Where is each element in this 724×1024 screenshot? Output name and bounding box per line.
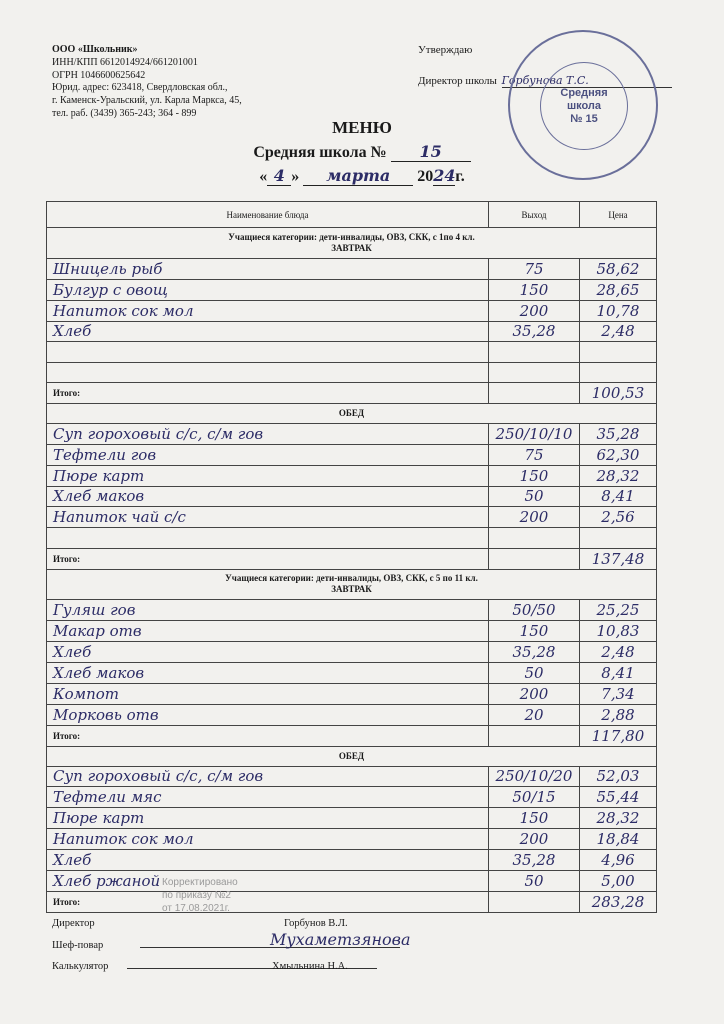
dish-price: 18,84 — [580, 829, 657, 850]
org-name: ООО «Школьник» — [52, 44, 138, 55]
total-label: Итого: — [47, 548, 489, 569]
table-row — [47, 808, 657, 829]
dish-name: Хлеб — [47, 642, 489, 663]
table-row — [47, 486, 657, 507]
total-output-cell — [489, 891, 580, 912]
dish-output: 200 — [489, 684, 580, 705]
table-row — [47, 300, 657, 321]
dish-name: Суп гороховый с/с, с/м гов — [47, 766, 489, 787]
dish-price: 8,41 — [580, 663, 657, 684]
dish-price: 2,88 — [580, 704, 657, 725]
dish-output: 150 — [489, 279, 580, 300]
school-prefix: Средняя школа № — [253, 144, 387, 161]
dish-output: 200 — [489, 829, 580, 850]
footer-calc-name: Хмыльнина Н.А. — [272, 961, 348, 972]
org-inn: ИНН/КПП 6612014924/661201001 — [52, 56, 198, 68]
dish-price: 25,25 — [580, 600, 657, 621]
table-row — [47, 621, 657, 642]
table-row — [47, 507, 657, 528]
dish-output: 75 — [489, 444, 580, 465]
category-text: Учащиеся категории: дети-инвалиды, ОВЗ, СКК, с 1по 4 кл. — [228, 231, 475, 242]
table-row — [47, 423, 657, 444]
org-ogrn: ОГРН 1046600625642 — [52, 69, 146, 81]
footer-director-name: Горбунов В.Л. — [284, 918, 348, 929]
correction-stamp — [162, 876, 238, 915]
total-output-cell — [489, 383, 580, 404]
organization-block — [52, 44, 242, 121]
dish-name: Макар отв — [47, 621, 489, 642]
dish-name: Морковь отв — [47, 704, 489, 725]
dish-output: 150 — [489, 465, 580, 486]
school-title — [0, 142, 724, 162]
meal-label: ЗАВТРАК — [331, 242, 372, 253]
dish-name: Тефтели гов — [47, 444, 489, 465]
total-row — [47, 383, 657, 404]
category-label — [47, 228, 657, 259]
meal-label: ЗАВТРАК — [331, 584, 372, 595]
footer-chef-label: Шеф-повар — [52, 940, 104, 951]
table-row — [47, 704, 657, 725]
empty-cell — [47, 342, 489, 362]
menu-date — [0, 166, 724, 186]
table-row — [47, 787, 657, 808]
dish-output: 200 — [489, 300, 580, 321]
footer-director — [52, 918, 95, 929]
table-row — [47, 321, 657, 342]
director-signature: Горбунова Т.С. — [501, 74, 589, 87]
dish-price: 62,30 — [580, 444, 657, 465]
table-row — [47, 465, 657, 486]
stamp-line-2: школа — [566, 99, 602, 112]
org-phone: тел. раб. (3439) 365-243; 364 - 899 — [52, 107, 197, 119]
dish-output: 50 — [489, 663, 580, 684]
total-price: 117,80 — [580, 725, 657, 746]
total-output-cell — [489, 725, 580, 746]
dish-price: 2,48 — [580, 642, 657, 663]
org-address-1: Юрид. адрес: 623418, Свердловская обл., — [52, 82, 228, 94]
table-row — [47, 663, 657, 684]
stamp-line-3: № 15 — [570, 112, 598, 125]
table-header-row — [47, 202, 657, 228]
correction-line-1: Корректировано — [162, 877, 238, 888]
table-row — [47, 258, 657, 279]
director-school-label: Директор школы — [418, 75, 497, 87]
dish-output: 35,28 — [489, 642, 580, 663]
dish-name: Хлеб маков — [47, 663, 489, 684]
dish-output: 250/10/10 — [489, 423, 580, 444]
dish-price: 5,00 — [580, 871, 657, 892]
date-year-end: г. — [455, 168, 465, 185]
meal-row — [47, 404, 657, 424]
dish-output: 35,28 — [489, 850, 580, 871]
dish-output: 50 — [489, 486, 580, 507]
school-number: 15 — [391, 142, 471, 162]
dish-price: 2,56 — [580, 507, 657, 528]
dish-price: 58,62 — [580, 258, 657, 279]
menu-table-body — [47, 228, 657, 913]
table-row — [47, 444, 657, 465]
date-day: 4 — [267, 166, 291, 186]
empty-row — [47, 342, 657, 362]
category-row — [47, 569, 657, 600]
empty-cell — [580, 528, 657, 548]
dish-price: 52,03 — [580, 766, 657, 787]
table-row — [47, 871, 657, 892]
meal-label: ОБЕД — [47, 746, 657, 766]
total-output-cell — [489, 548, 580, 569]
dish-name: Тефтели мяс — [47, 787, 489, 808]
dish-name: Пюре карт — [47, 808, 489, 829]
dish-output: 250/10/20 — [489, 766, 580, 787]
table-row — [47, 600, 657, 621]
date-quote-open: « — [259, 168, 268, 185]
footer-chef-name: Мухаметзянова — [270, 930, 411, 949]
dish-price: 4,96 — [580, 850, 657, 871]
empty-cell — [489, 528, 580, 548]
dish-name: Хлеб маков — [47, 486, 489, 507]
footer-calc-label: Калькулятор — [52, 961, 109, 972]
category-label — [47, 569, 657, 600]
empty-row — [47, 362, 657, 382]
dish-price: 8,41 — [580, 486, 657, 507]
dish-output: 50/15 — [489, 787, 580, 808]
dish-price: 35,28 — [580, 423, 657, 444]
empty-row — [47, 528, 657, 548]
col-header-output: Выход — [489, 202, 580, 228]
date-quote-close: » — [291, 168, 300, 185]
dish-price: 28,32 — [580, 808, 657, 829]
correction-line-3: от 17.08.2021г. — [162, 903, 230, 914]
dish-name: Пюре карт — [47, 465, 489, 486]
dish-price: 28,65 — [580, 279, 657, 300]
total-price: 100,53 — [580, 383, 657, 404]
col-header-price: Цена — [580, 202, 657, 228]
total-label: Итого: — [47, 891, 489, 912]
approve-label: Утверждаю — [418, 44, 473, 56]
dish-output: 75 — [489, 258, 580, 279]
menu-title: МЕНЮ — [332, 118, 392, 137]
total-row — [47, 725, 657, 746]
total-price: 283,28 — [580, 891, 657, 912]
empty-cell — [489, 362, 580, 382]
total-row — [47, 891, 657, 912]
org-address-2: г. Каменск-Уральский, ул. Карла Маркса, 45, — [52, 95, 242, 107]
dish-name: Напиток сок мол — [47, 829, 489, 850]
table-row — [47, 829, 657, 850]
footer-director-label: Директор — [52, 918, 95, 929]
meal-row — [47, 746, 657, 766]
empty-cell — [580, 342, 657, 362]
menu-table — [46, 201, 657, 913]
dish-name: Булгур с овощ — [47, 279, 489, 300]
dish-name: Хлеб ржаной — [47, 871, 489, 892]
total-label: Итого: — [47, 383, 489, 404]
dish-output: 150 — [489, 621, 580, 642]
date-year-suffix: 24 — [433, 166, 456, 185]
category-text: Учащиеся категории: дети-инвалиды, ОВЗ, СКК, с 5 по 11 кл. — [225, 573, 478, 584]
table-row — [47, 684, 657, 705]
dish-name: Хлеб — [47, 321, 489, 342]
dish-name: Хлеб — [47, 850, 489, 871]
table-row — [47, 642, 657, 663]
date-month: марта — [303, 166, 413, 186]
dish-output: 150 — [489, 808, 580, 829]
dish-price: 2,48 — [580, 321, 657, 342]
dish-price: 55,44 — [580, 787, 657, 808]
dish-output: 35,28 — [489, 321, 580, 342]
dish-price: 10,78 — [580, 300, 657, 321]
table-row — [47, 279, 657, 300]
empty-cell — [489, 342, 580, 362]
dish-price: 10,83 — [580, 621, 657, 642]
dish-output: 200 — [489, 507, 580, 528]
dish-price: 7,34 — [580, 684, 657, 705]
dish-output: 50 — [489, 871, 580, 892]
approval-block — [418, 44, 589, 87]
empty-cell — [47, 528, 489, 548]
col-header-name: Наименование блюда — [47, 202, 489, 228]
dish-name: Напиток чай с/с — [47, 507, 489, 528]
category-row — [47, 228, 657, 259]
table-row — [47, 766, 657, 787]
total-row — [47, 548, 657, 569]
dish-name: Компот — [47, 684, 489, 705]
dish-name: Суп гороховый с/с, с/м гов — [47, 423, 489, 444]
table-row — [47, 850, 657, 871]
dish-name: Гуляш гов — [47, 600, 489, 621]
stamp-line-1: Средняя — [560, 86, 608, 99]
total-label: Итого: — [47, 725, 489, 746]
dish-price: 28,32 — [580, 465, 657, 486]
empty-cell — [580, 362, 657, 382]
dish-name: Напиток сок мол — [47, 300, 489, 321]
correction-line-2: по приказу №2 — [162, 890, 231, 901]
total-price: 137,48 — [580, 548, 657, 569]
dish-output: 50/50 — [489, 600, 580, 621]
empty-cell — [47, 362, 489, 382]
date-year-prefix: 20 — [417, 168, 434, 185]
meal-label: ОБЕД — [47, 404, 657, 424]
dish-output: 20 — [489, 704, 580, 725]
dish-name: Шницель рыб — [47, 258, 489, 279]
